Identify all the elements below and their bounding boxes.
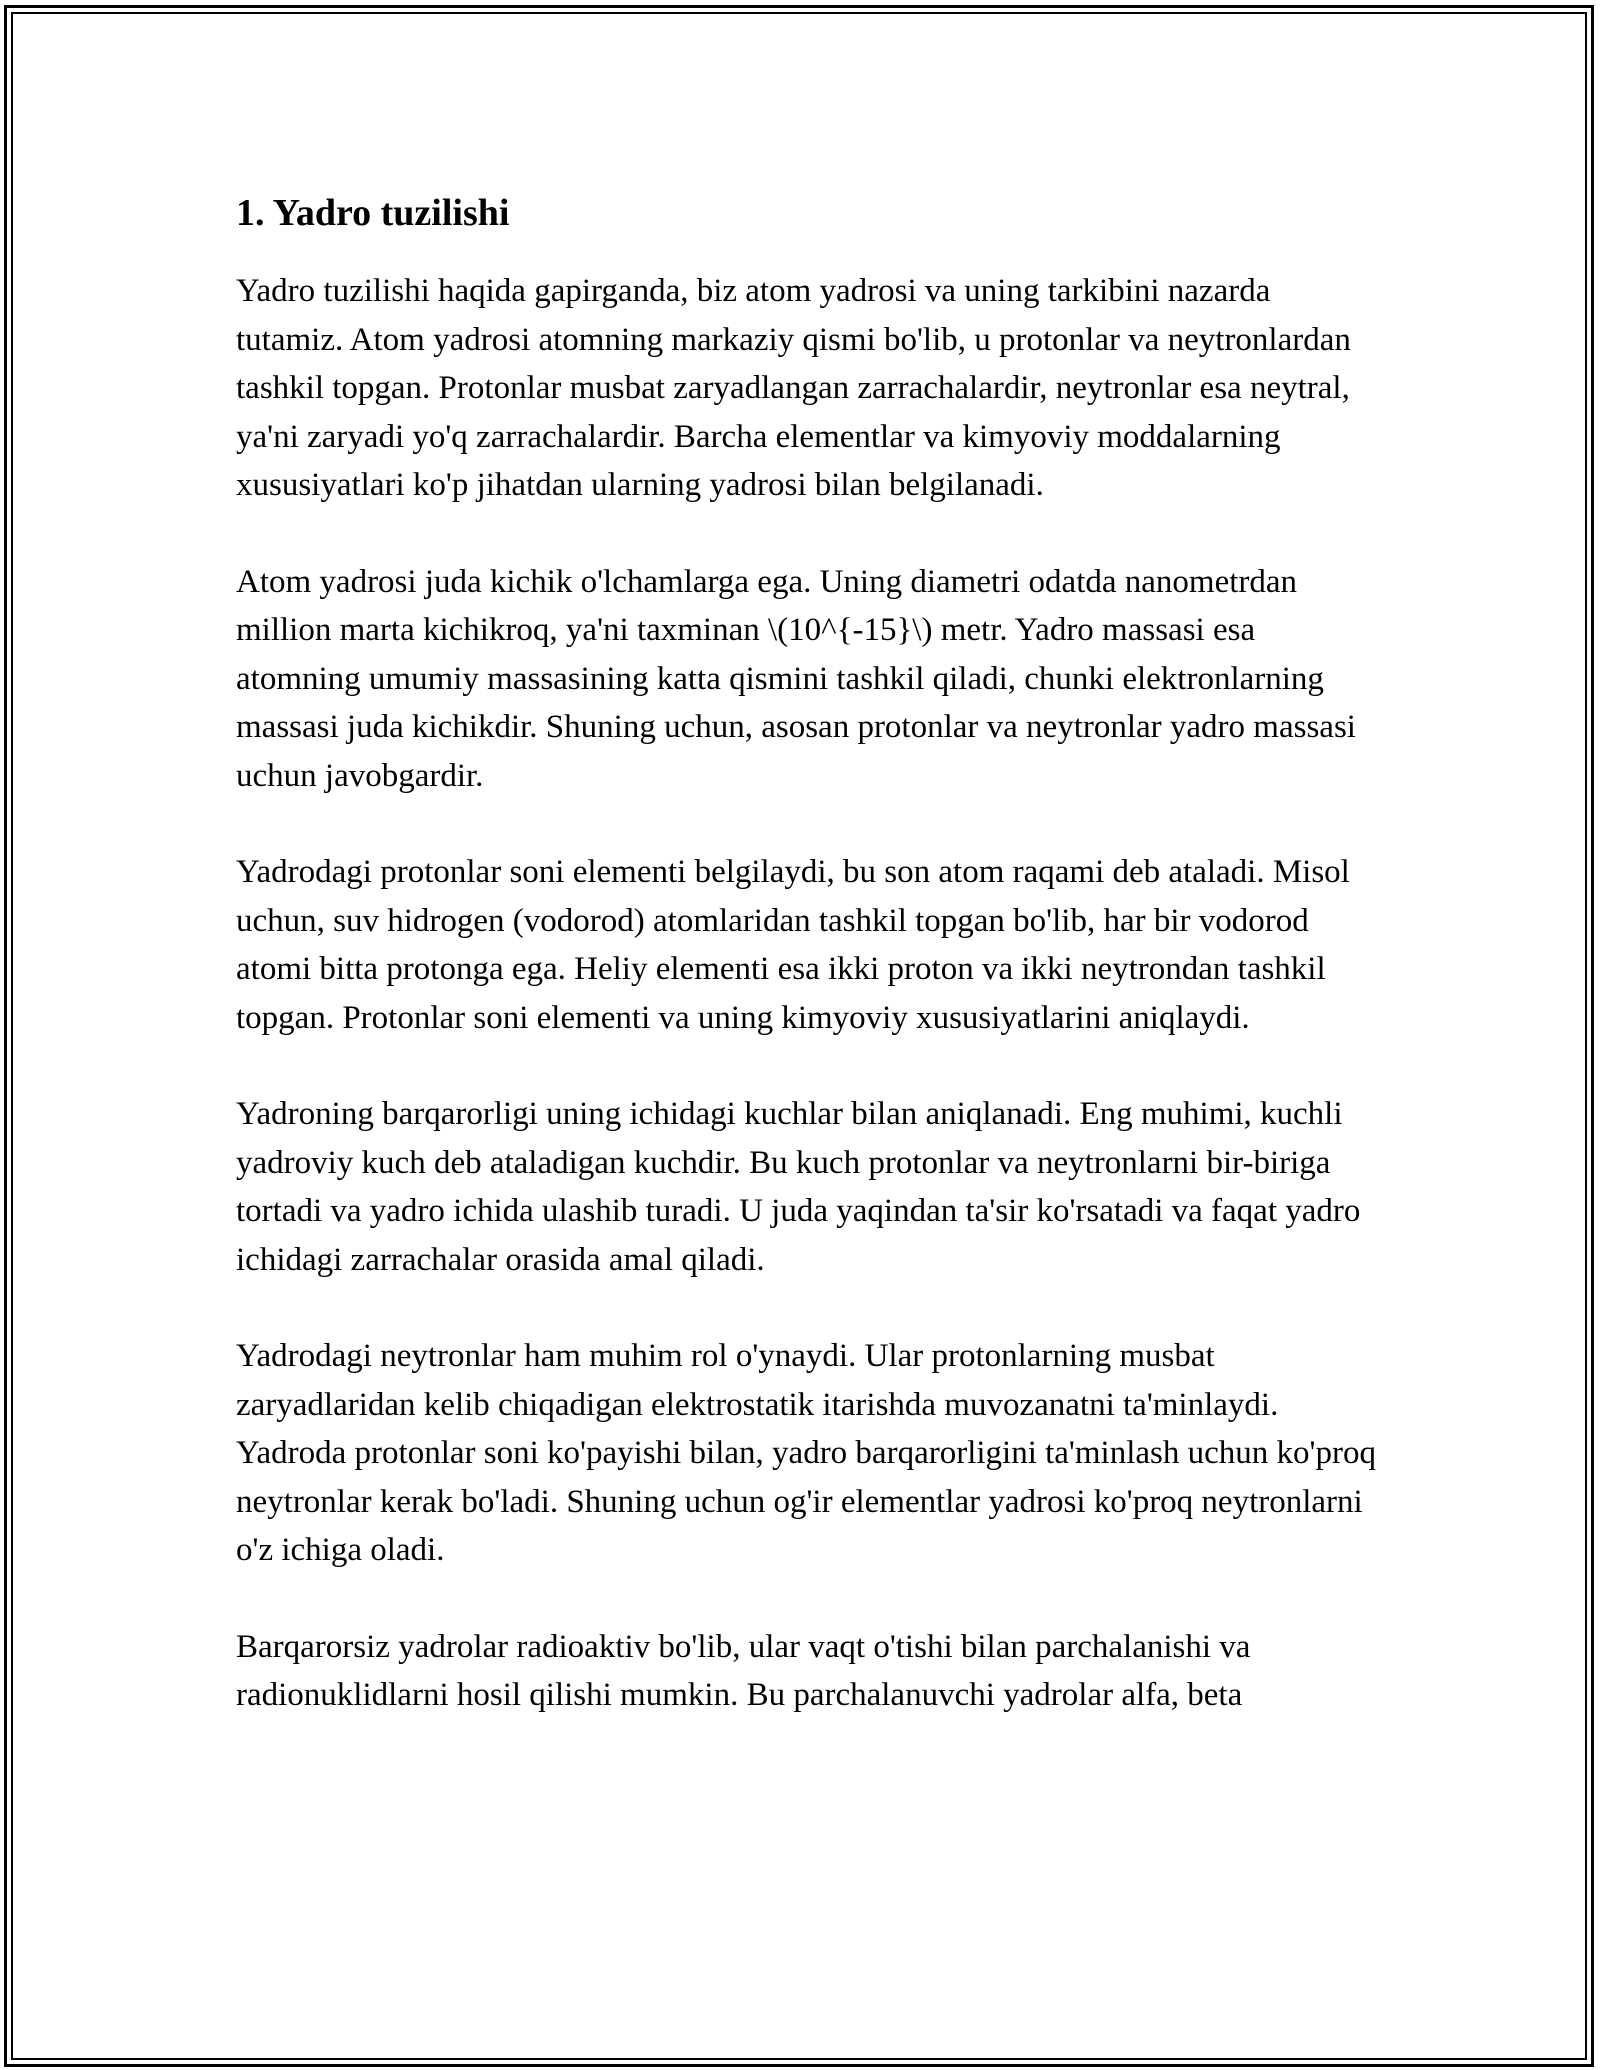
paragraph-5: Yadrodagi neytronlar ham muhim rol o'ynaydi. Ular protonlarning musbat zaryadlaridan kelib chiqadigan elektrostatik itarishda muvozanatni ta'minlaydi. Yadroda protonlar soni ko'payishi bilan, yadro barqarorligini ta'minlash uchun ko'proq neytronlar kerak bo'ladi. Shuning uchun og'ir elementlar yadrosi ko'proq neytronlarni o'z ichiga oladi. bbox=[236, 1338, 1376, 1568]
document-body bbox=[236, 186, 1376, 1768]
paragraph-2: Atom yadrosi juda kichik o'lchamlarga ega. Uning diametri odatda nanometrdan million marta kichikroq, ya'ni taxminan \(10^{-15}\) metr. Yadro massasi esa atomning umumiy massasining katta qismini tashkil qiladi, chunki elektronlarning massasi juda kichikdir. Shuning uchun, asosan protonlar va neytronlar yadro massasi uchun javobgardir. bbox=[236, 563, 1356, 794]
paragraph-4: Yadroning barqarorligi uning ichidagi kuchlar bilan aniqlanadi. Eng muhimi, kuchli yadroviy kuch deb ataladigan kuchdir. Bu kuch protonlar va neytronlarni bir-biriga tortadi va yadro ichida ulashib turadi. U juda yaqindan ta'sir ko'rsatadi va faqat yadro ichidagi zarrachalar orasida amal qiladi. bbox=[236, 1096, 1361, 1278]
paragraph-3: Yadrodagi protonlar soni elementi belgilaydi, bu son atom raqami deb ataladi. Misol uchun, suv hidrogen (vodorod) atomlaridan tashkil topgan bo'lib, har bir vodorod atomi bitta protonga ega. Heliy elementi esa ikki proton va ikki neytrondan tashkil topgan. Protonlar soni elementi va uning kimyoviy xususiyatlarini aniqlaydi. bbox=[236, 854, 1350, 1036]
paragraph-6: Barqarorsiz yadrolar radioaktiv bo'lib, ular vaqt o'tishi bilan parchalanishi va radionuklidlarni hosil qilishi mumkin. Bu parchalanuvchi yadrolar alfa, beta bbox=[236, 1628, 1251, 1713]
section-heading: 1. Yadro tuzilishi bbox=[236, 192, 510, 234]
paragraph-1: Yadro tuzilishi haqida gapirganda, biz atom yadrosi va uning tarkibini nazarda tutamiz. Atom yadrosi atomning markaziy qismi bo'lib, u protonlar va neytronlardan tashkil topgan. Protonlar musbat zaryadlangan zarrachalardir, neytronlar esa neytral, ya'ni zaryadi yo'q zarrachalardir. Barcha elementlar va kimyoviy moddalarning xususiyatlari ko'p jihatdan ularning yadrosi bilan belgilanadi. bbox=[236, 273, 1351, 503]
